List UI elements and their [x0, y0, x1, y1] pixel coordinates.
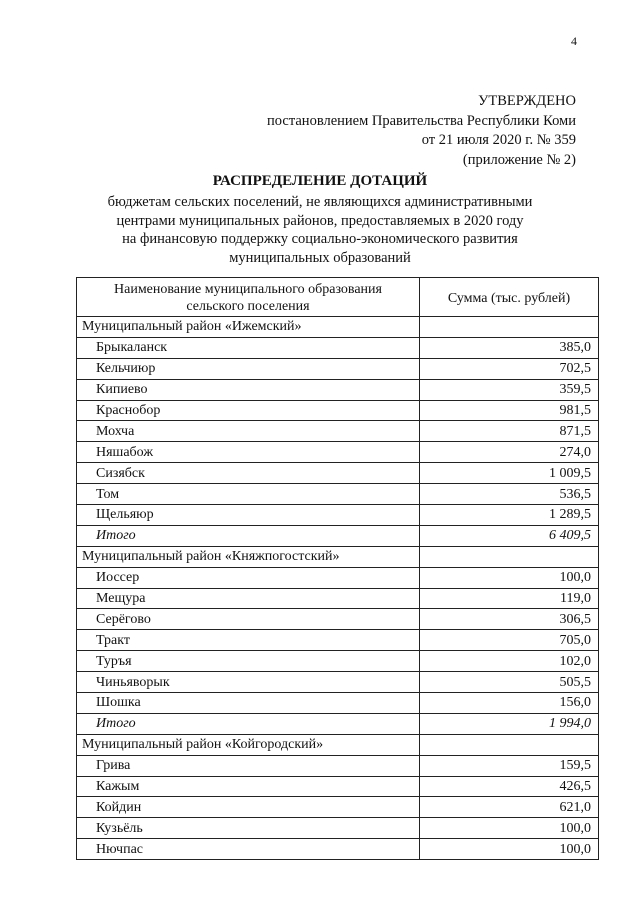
settlement-name: Койдин	[77, 797, 420, 818]
settlement-sum: 100,0	[420, 567, 599, 588]
header-sum: Сумма (тыс. рублей)	[420, 278, 599, 317]
settlement-sum: 159,5	[420, 755, 599, 776]
total-sum: 6 409,5	[420, 525, 599, 546]
district-row	[77, 546, 599, 567]
table-row	[77, 567, 599, 588]
subtitle-line: бюджетам сельских поселений, не являющихся административными	[107, 194, 533, 210]
table-row	[77, 588, 599, 609]
table-row	[77, 693, 599, 714]
settlement-name: Кипиево	[77, 379, 420, 400]
settlement-sum: 621,0	[420, 797, 599, 818]
settlement-sum: 385,0	[420, 337, 599, 358]
table-row	[77, 776, 599, 797]
settlement-sum: 871,5	[420, 421, 599, 442]
total-label: Итого	[77, 713, 420, 734]
document-title: РАСПРЕДЕЛЕНИЕ ДОТАЦИЙ	[212, 173, 428, 189]
header-name-line: Наименование муниципального образования	[114, 282, 382, 297]
table-row	[77, 839, 599, 860]
settlement-name: Краснобор	[77, 400, 420, 421]
district-sum-cell	[420, 546, 599, 567]
allocation-table	[76, 277, 599, 860]
total-row	[77, 713, 599, 734]
header-name	[77, 278, 420, 317]
settlement-name: Нючпас	[77, 839, 420, 860]
approval-line: (приложение № 2)	[462, 151, 576, 168]
settlement-name: Иоссер	[77, 567, 420, 588]
settlement-name: Брыкаланск	[77, 337, 420, 358]
table-row	[77, 337, 599, 358]
district-name: Муниципальный район «Княжпогостский»	[77, 546, 420, 567]
table-row	[77, 651, 599, 672]
settlement-name: Щельяюр	[77, 505, 420, 526]
header-name-line: сельского поселения	[186, 299, 310, 314]
settlement-name: Няшабож	[77, 442, 420, 463]
settlement-sum: 102,0	[420, 651, 599, 672]
subtitle-line: на финансовую поддержку социально-экономического развития	[122, 231, 518, 247]
settlement-sum: 981,5	[420, 400, 599, 421]
approval-line: УТВЕРЖДЕНО	[478, 93, 576, 109]
subtitle-line: центрами муниципальных районов, предоставляемых в 2020 году	[116, 212, 524, 229]
settlement-name: Мохча	[77, 421, 420, 442]
table-row	[77, 505, 599, 526]
settlement-name: Том	[77, 484, 420, 505]
table-row	[77, 463, 599, 484]
district-sum-cell	[420, 734, 599, 755]
settlement-sum: 100,0	[420, 839, 599, 860]
table-header-row	[77, 278, 599, 317]
approval-line: постановлением Правительства Республики Коми	[267, 112, 576, 129]
total-sum: 1 994,0	[420, 713, 599, 734]
settlement-sum: 505,5	[420, 672, 599, 693]
settlement-name: Сизябск	[77, 463, 420, 484]
table-row	[77, 797, 599, 818]
table-row	[77, 672, 599, 693]
approval-block	[267, 92, 576, 170]
settlement-name: Шошка	[77, 693, 420, 714]
settlement-sum: 1 009,5	[420, 463, 599, 484]
settlement-sum: 306,5	[420, 609, 599, 630]
settlement-name: Грива	[77, 755, 420, 776]
subtitle-line: муниципальных образований	[229, 249, 411, 266]
settlement-name: Кузьёль	[77, 818, 420, 839]
table-row	[77, 400, 599, 421]
table-row	[77, 818, 599, 839]
district-row	[77, 317, 599, 338]
settlement-name: Туръя	[77, 651, 420, 672]
table-row	[77, 630, 599, 651]
settlement-sum: 705,0	[420, 630, 599, 651]
settlement-sum: 702,5	[420, 358, 599, 379]
settlement-sum: 156,0	[420, 693, 599, 714]
table-row	[77, 484, 599, 505]
settlement-sum: 536,5	[420, 484, 599, 505]
district-sum-cell	[420, 317, 599, 338]
settlement-name: Тракт	[77, 630, 420, 651]
settlement-name: Кельчиюр	[77, 358, 420, 379]
settlement-sum: 1 289,5	[420, 505, 599, 526]
table-row	[77, 421, 599, 442]
total-row	[77, 525, 599, 546]
total-label: Итого	[77, 525, 420, 546]
settlement-name: Чиньяворык	[77, 672, 420, 693]
settlement-sum: 274,0	[420, 442, 599, 463]
settlement-sum: 426,5	[420, 776, 599, 797]
settlement-sum: 119,0	[420, 588, 599, 609]
approval-line: от 21 июля 2020 г. № 359	[421, 132, 576, 148]
table-row	[77, 609, 599, 630]
table-row	[77, 379, 599, 400]
district-row	[77, 734, 599, 755]
document-subtitle	[0, 193, 640, 267]
page-number: 4	[571, 34, 577, 48]
settlement-name: Кажым	[77, 776, 420, 797]
district-name: Муниципальный район «Койгородский»	[77, 734, 420, 755]
table-row	[77, 442, 599, 463]
table-row	[77, 755, 599, 776]
table-row	[77, 358, 599, 379]
settlement-sum: 359,5	[420, 379, 599, 400]
settlement-sum: 100,0	[420, 818, 599, 839]
district-name: Муниципальный район «Ижемский»	[77, 317, 420, 338]
settlement-name: Серёгово	[77, 609, 420, 630]
settlement-name: Мещура	[77, 588, 420, 609]
